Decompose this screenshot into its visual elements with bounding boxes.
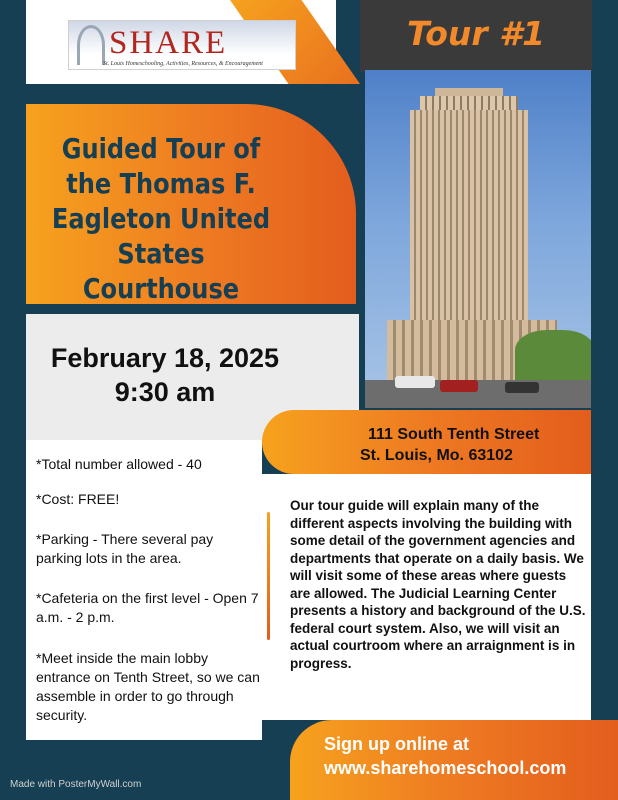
car <box>440 380 478 392</box>
detail-item: *Total number allowed - 40 <box>36 456 202 472</box>
car <box>395 376 435 388</box>
event-title: Guided Tour of the Thomas F. Eagleton United States Courthouse <box>51 132 271 305</box>
logo-subtitle: St. Louis Homeschooling, Activities, Resources, & Encouragement <box>103 61 263 67</box>
car <box>505 382 539 393</box>
address-line-2: St. Louis, Mo. 63102 <box>360 447 513 464</box>
vertical-divider <box>267 512 270 640</box>
event-date: February 18, 2025 <box>50 343 280 373</box>
gateway-arch-icon <box>77 25 105 65</box>
detail-item: *Cafeteria on the first level - Open 7 a.m. - 2 p.m. <box>36 590 259 625</box>
detail-item: *Cost: FREE! <box>36 491 120 507</box>
logo-text: SHARE <box>109 25 228 61</box>
event-time: 9:30 am <box>114 377 216 407</box>
detail-item: *Parking - There several pay parking lots in the area. <box>36 531 214 566</box>
watermark: Made with PosterMyWall.com <box>10 779 142 790</box>
share-logo <box>68 20 296 70</box>
detail-item: *Meet inside the main lobby entrance on Tenth Street, so we can assemble in order to go through security. <box>36 650 260 723</box>
signup-url[interactable]: www.sharehomeschool.com <box>324 758 567 778</box>
courthouse-photo <box>365 70 591 408</box>
address-line-1: 111 South Tenth Street <box>368 426 540 443</box>
tour-label: Tour #1 <box>406 14 546 53</box>
signup-text: Sign up online at <box>324 734 469 754</box>
tour-description: Our tour guide will explain many of the different aspects involving the building with some detail of the government agencies and departments that operate on a daily basis. We will visit some of these areas where guests are allowed. The Judicial Learning Center presents a history and background of the U.S. federal court system. Also, we will visit an actual courtroom where an arraignment is in progress. <box>290 498 586 671</box>
trees <box>515 330 591 380</box>
